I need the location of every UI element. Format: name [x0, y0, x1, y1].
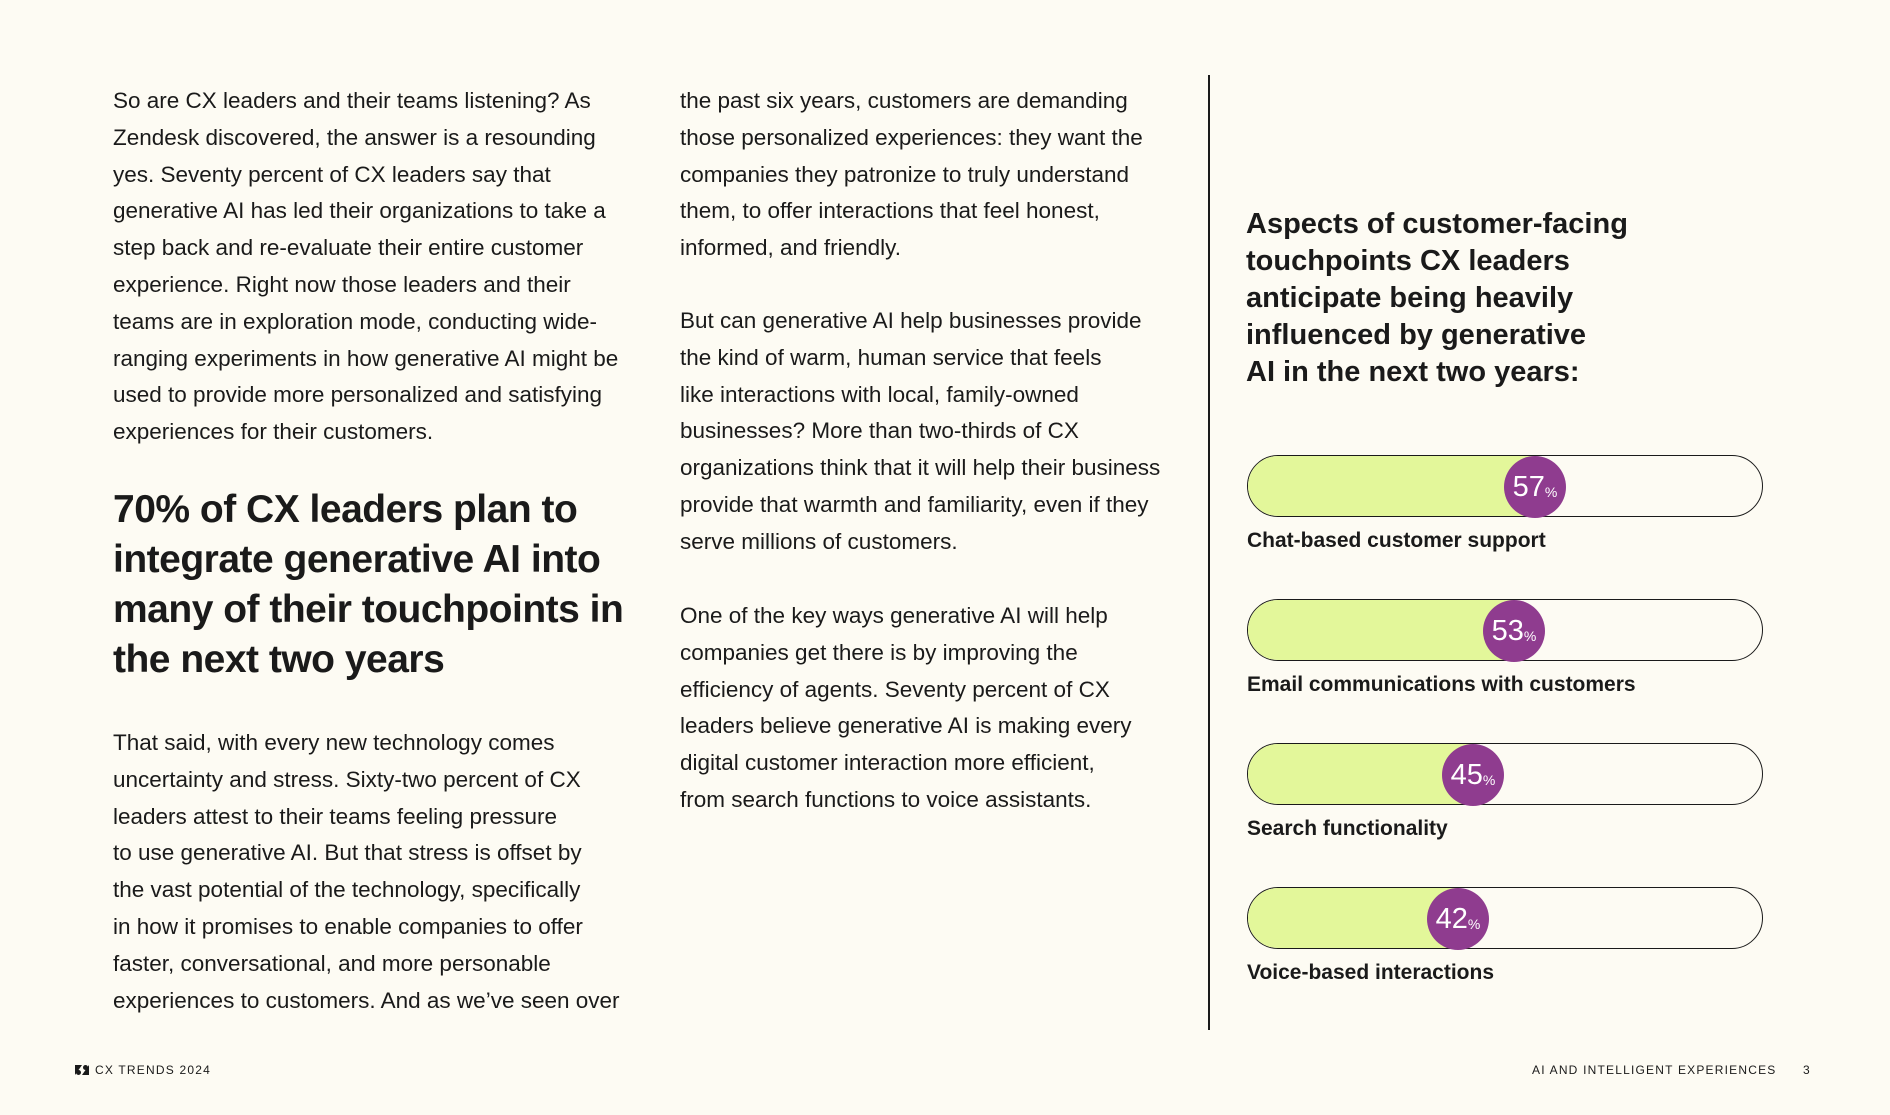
- bar-fill: [1248, 456, 1536, 516]
- category-label: Chat-based customer support: [1247, 529, 1546, 552]
- unit-label: %: [1482, 772, 1496, 788]
- unit-label: %: [1544, 484, 1558, 500]
- efficiency-paragraph: One of the key ways generative AI will help companies get there is by improving the efficiency of agents. Seventy percent of CX leaders believe generative AI is making every digital customer interaction more efficient, from search functions to voice assistants.: [680, 603, 1132, 812]
- value-badge: [1427, 888, 1489, 950]
- category-label: Search functionality: [1247, 817, 1448, 840]
- value-label: 57: [1512, 470, 1545, 503]
- footer-section: AI AND INTELLIGENT EXPERIENCES: [1532, 1063, 1777, 1077]
- value-label: 45: [1450, 758, 1483, 791]
- bar-track: [1247, 887, 1763, 949]
- unit-label: %: [1467, 916, 1481, 932]
- bar-fill: [1248, 744, 1474, 804]
- section-headline: 70% of CX leaders plan to integrate generative AI into many of their touchpoints in the next two years: [113, 488, 624, 681]
- value-label: 42: [1435, 902, 1468, 935]
- page-number: 3: [1803, 1063, 1810, 1077]
- footer-brand-text: CX TRENDS 2024: [95, 1063, 211, 1077]
- bar-row: [1247, 599, 1763, 709]
- unit-label: %: [1523, 628, 1537, 644]
- bar-row: [1247, 455, 1763, 565]
- bar-row: [1247, 887, 1763, 997]
- bar-track: [1247, 743, 1763, 805]
- stress-paragraph: That said, with every new technology comes uncertainty and stress. Sixty-two percent of CX leaders attest to their teams feeling pressure to use generative AI. But that stress is offset by the vast potential of the technology, specifically in how it promises to enable companies to offer faster, conversational, and more personable experiences to customers. And as we’ve seen over: [113, 730, 620, 1013]
- category-label: Voice-based interactions: [1247, 961, 1495, 984]
- value-badge: [1504, 456, 1566, 518]
- value-badge: [1483, 600, 1545, 662]
- column-divider: [1208, 75, 1210, 1030]
- value-label: 53: [1491, 614, 1524, 647]
- personalization-paragraph: the past six years, customers are demanding those personalized experiences: they want the companies they patronize to truly understand them, to offer interactions that feel honest, informed, and friendly.: [680, 88, 1143, 261]
- chart-title: Aspects of customer-facing touchpoints CX leaders anticipate being heavily influenced by generative AI in the next two years:: [1246, 208, 1628, 388]
- bar-row: [1247, 743, 1763, 853]
- footer-brand: [75, 1063, 211, 1077]
- category-label: Email communications with customers: [1247, 673, 1636, 696]
- warmth-paragraph: But can generative AI help businesses provide the kind of warm, human service that feels like interactions with local, family-owned businesses? More than two-thirds of CX organizations think that it will help their business provide that warmth and familiarity, even if they serve millions of customers.: [680, 308, 1161, 554]
- intro-paragraph: So are CX leaders and their teams listening? As Zendesk discovered, the answer is a resounding yes. Seventy percent of CX leaders say that generative AI has led their organizations to take a step back and re-evaluate their entire customer experience. Right now those leaders and their teams are in exploration mode, conducting wide- ranging experiments in how generative AI might be used to provide more personalized and satisfying experiences for their customers.: [113, 88, 619, 445]
- zendesk-logo-icon: [75, 1065, 89, 1075]
- bar-fill: [1248, 600, 1515, 660]
- value-badge: [1442, 744, 1504, 806]
